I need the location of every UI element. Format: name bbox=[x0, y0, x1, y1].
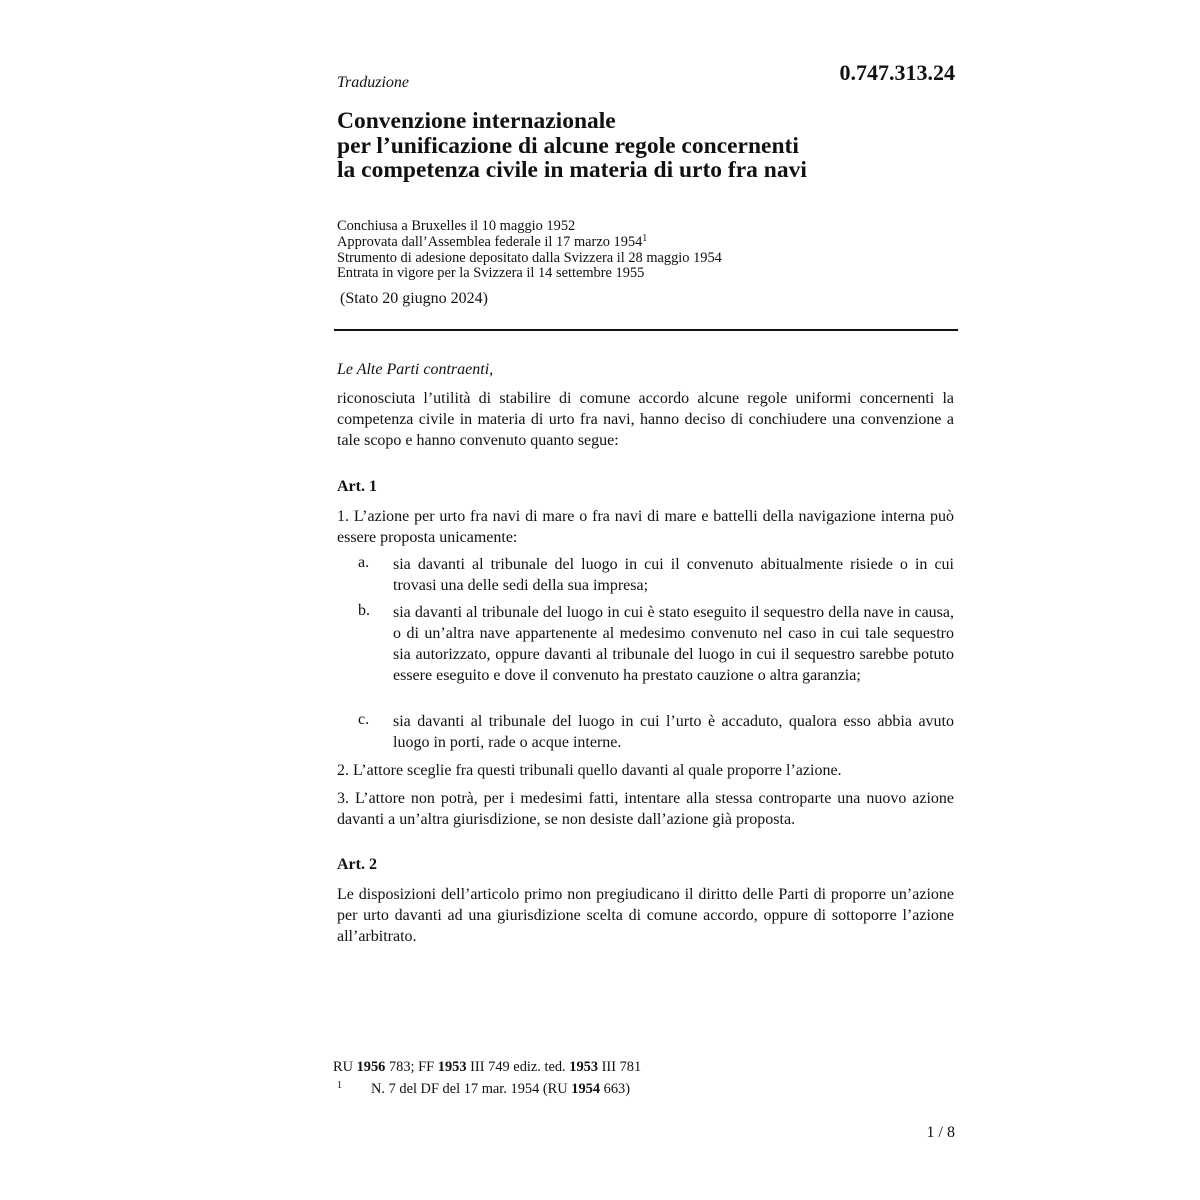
document-metadata bbox=[337, 219, 722, 282]
approved-text: Approvata dall’Assemblea federale il 17 marzo 1954 bbox=[337, 233, 643, 250]
document-title bbox=[337, 109, 957, 183]
list-item-text-b: sia davanti al tribunale del luogo in cui è stato eseguito il sequestro della nave in causa, o di un’altra nave appartenente al medesimo convenuto nel caso in cui tale sequestro sia autorizzato, oppure davanti al tribunale del luogo in cui il sequestro sarebbe potuto essere eseguito e dove il convenuto ha prestato cauzione o altra garanzia; bbox=[393, 604, 954, 684]
article-2-heading: Art. 2 bbox=[337, 856, 377, 873]
header-divider bbox=[334, 329, 958, 331]
article-1-paragraph-1: 1. L’azione per urto fra navi di mare o fra navi di mare e battelli della navigazione interna può essere proposta unicamente: bbox=[337, 508, 954, 546]
title-line: per l’unificazione di alcune regole concernenti bbox=[337, 132, 799, 159]
ted-ref: III 781 bbox=[598, 1059, 642, 1075]
ted-year: 1953 bbox=[569, 1059, 599, 1075]
footnote-1-prefix: N. 7 del DF del 17 mar. 1954 (RU bbox=[371, 1081, 572, 1097]
footnote-1-suffix: 663) bbox=[600, 1081, 631, 1097]
ru-prefix: RU bbox=[333, 1059, 357, 1075]
list-item-letter-c: c. bbox=[358, 711, 370, 728]
status-date: (Stato 20 giugno 2024) bbox=[340, 290, 488, 307]
list-item-text-a: sia davanti al tribunale del luogo in cui il convenuto abitualmente risiede o in cui trovasi una delle sedi della sua impresa; bbox=[393, 556, 954, 594]
footnote-ref-1[interactable]: 1 bbox=[642, 232, 648, 244]
translation-label: Traduzione bbox=[337, 74, 410, 91]
page-number: 1 / 8 bbox=[926, 1124, 955, 1141]
title-line: la competenza civile in materia di urto fra navi bbox=[337, 157, 807, 183]
footnote-1-number: 1 bbox=[337, 1080, 342, 1091]
list-item-letter-a: a. bbox=[358, 554, 370, 571]
article-1-paragraph-3: 3. L’attore non potrà, per i medesimi fatti, intentare alla stessa controparte una nuovo azione davanti a un’altra giurisdizione, se non desiste dall’azione già proposta. bbox=[337, 790, 954, 828]
title-line: Convenzione internazionale bbox=[337, 108, 616, 134]
instrument-deposited: Strumento di adesione depositato dalla Svizzera il 28 maggio 1954 bbox=[337, 249, 722, 266]
article-1-heading: Art. 1 bbox=[337, 478, 377, 495]
preamble-text: riconosciuta l’utilità di stabilire di comune accordo alcune regole uniformi concernenti la competenza civile in materia di urto fra navi, hanno deciso di conchiudere una convenzione a tale scopo e hanno convenuto quanto segue: bbox=[337, 390, 954, 449]
ru-year: 1956 bbox=[356, 1059, 386, 1075]
sr-number: 0.747.313.24 bbox=[839, 60, 955, 85]
list-item-text-c: sia davanti al tribunale del luogo in cui l’urto è accaduto, qualora esso abbia avuto luogo in porti, rade o acque interne. bbox=[393, 713, 954, 751]
source-footnote bbox=[333, 1059, 641, 1076]
ff-year: 1953 bbox=[437, 1059, 467, 1075]
approved-date bbox=[337, 232, 722, 251]
preamble-intro: Le Alte Parti contraenti, bbox=[337, 361, 494, 378]
entry-into-force: Entrata in vigore per la Svizzera il 14 settembre 1955 bbox=[337, 265, 645, 282]
list-item-letter-b: b. bbox=[358, 602, 370, 619]
footnote-1-text bbox=[371, 1081, 630, 1098]
article-1-paragraph-2: 2. L’attore sceglie fra questi tribunali quello davanti al quale proporre l’azione. bbox=[337, 762, 842, 779]
concluded-date: Conchiusa a Bruxelles il 10 maggio 1952 bbox=[337, 218, 576, 234]
ru-page: 783; FF bbox=[385, 1059, 438, 1075]
article-2-text: Le disposizioni dell’articolo primo non pregiudicano il diritto delle Parti di proporre un’azione per urto davanti ad una giurisdizione scelta di comune accordo, oppure di sottoporre l’azione all’arbitrato. bbox=[337, 886, 954, 945]
footnote-1-year: 1954 bbox=[571, 1081, 601, 1097]
ff-ref: III 749 ediz. ted. bbox=[466, 1059, 570, 1075]
